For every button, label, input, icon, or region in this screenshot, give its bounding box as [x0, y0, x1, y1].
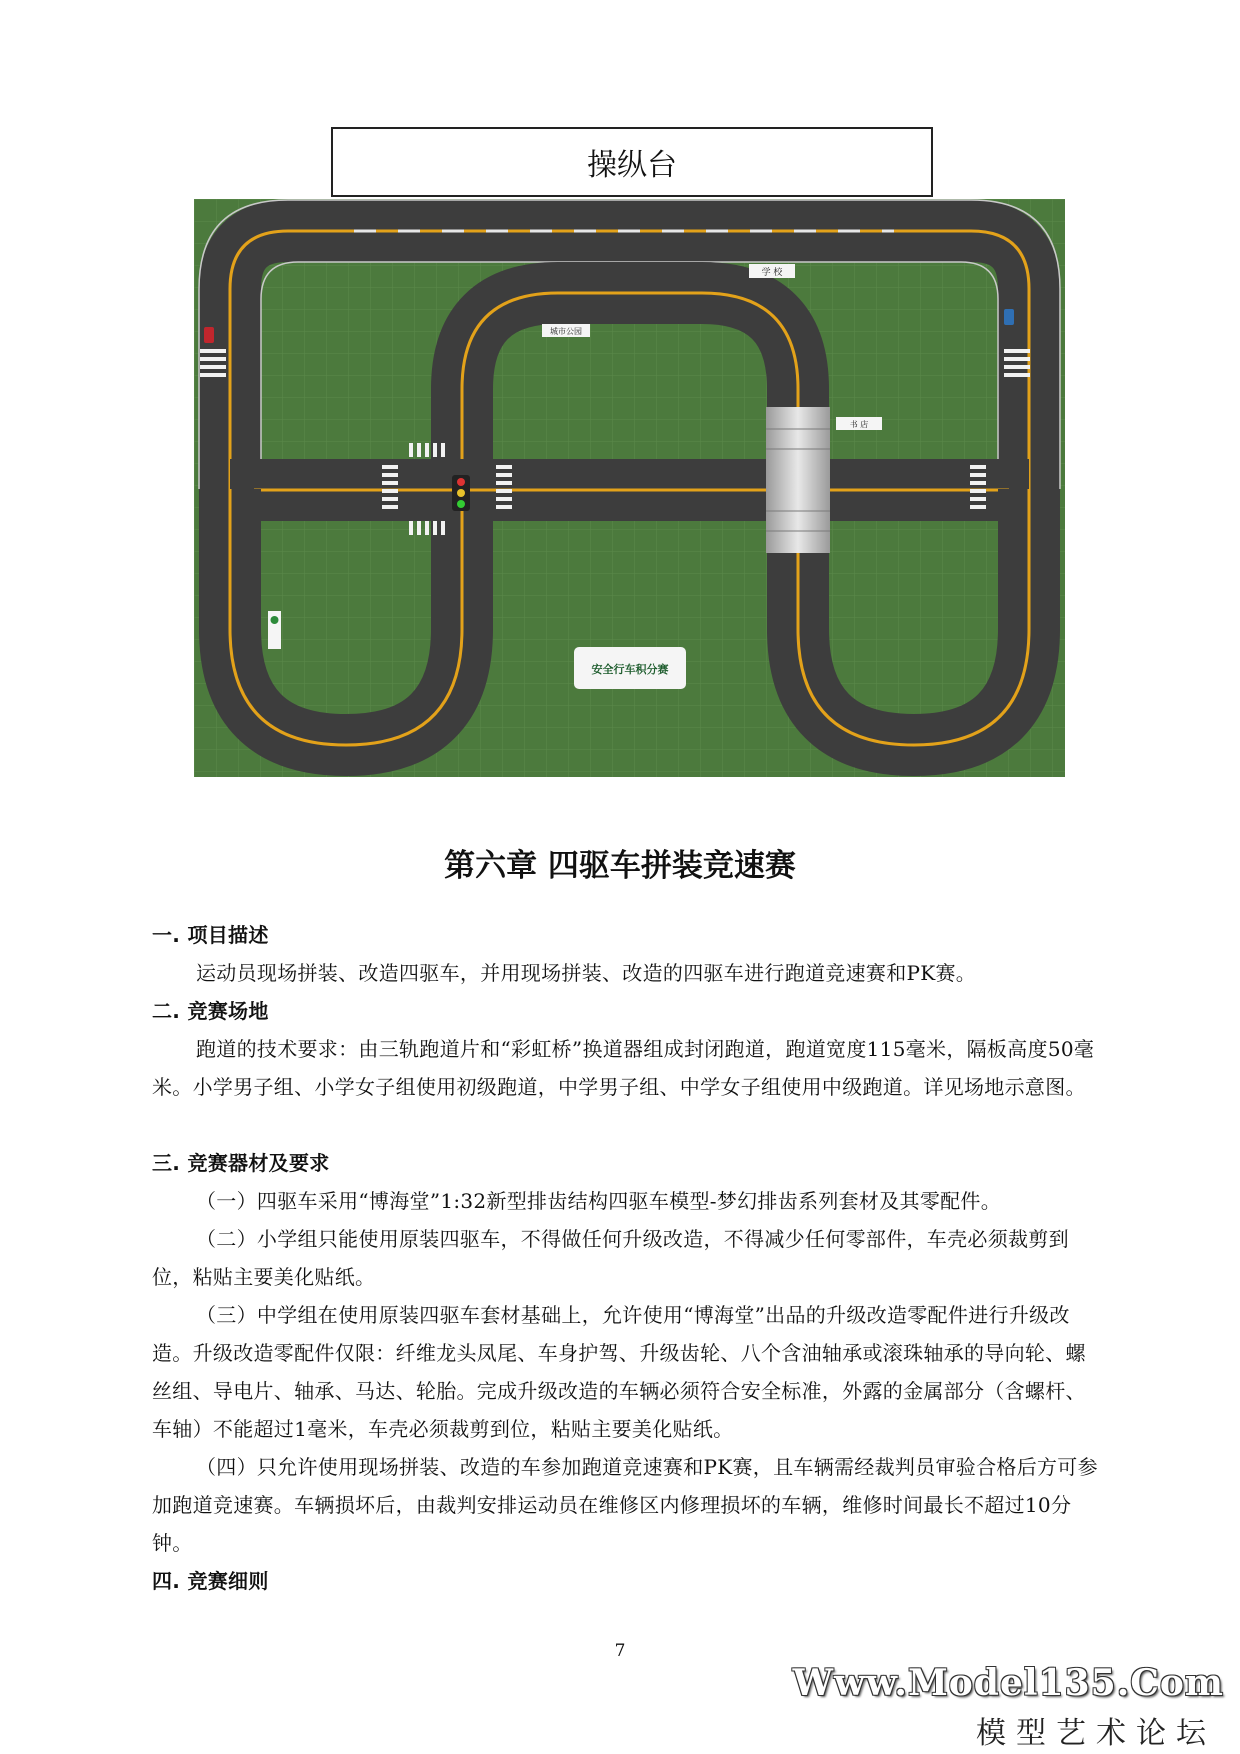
park-sign-text: 城市公园	[550, 327, 582, 336]
car-right-icon	[1004, 309, 1014, 325]
school-sign-text: 学 校	[761, 268, 783, 278]
watermark-name: 模型艺术论坛	[976, 1716, 1216, 1751]
console-label: 操纵台	[587, 148, 677, 183]
section-4-heading: 四. 竞赛细则	[152, 1569, 269, 1593]
section-3-heading: 三. 竞赛器材及要求	[152, 1151, 330, 1175]
track-diagram	[194, 199, 1065, 777]
chapter-title: 第六章 四驱车拼装竞速赛	[444, 848, 796, 884]
console-label-box	[331, 127, 933, 197]
section-1-heading: 一. 项目描述	[152, 923, 269, 947]
page-number: 7	[614, 1641, 626, 1661]
bookstore-sign	[836, 417, 882, 430]
section-2-heading: 二. 竞赛场地	[152, 999, 269, 1023]
section-1-paragraph-1: 运动员现场拼装、改造四驱车，并用现场拼装、改造的四驱车进行跑道竞速赛和PK赛。	[196, 961, 977, 985]
contest-banner-text: 安全行车积分赛	[591, 663, 669, 676]
section-3-paragraph-3: （三）中学组在使用原装四驱车套材基础上，允许使用“博海堂”出品的升级改造零配件进行升级改造。升级改造零配件仅限：纤维龙头凤尾、车身护驾、升级齿轮、八个含油轴承或滚珠轴承的导向轮、螺丝组、导电片、轴承、马达、轮胎。完成升级改造的车辆必须符合安全标准，外露的金属部分（含螺杆、车轴）不能超过1毫米，车壳必须裁剪到位，粘贴主要美化贴纸。	[152, 1303, 1086, 1441]
bank-sign	[268, 611, 281, 649]
section-3-paragraph-4: （四）只允许使用现场拼装、改造的车参加跑道竞速赛和PK赛，且车辆需经裁判员审验合格后方可参加跑道竞速赛。车辆损坏后，由裁判安排运动员在维修区内修理损坏的车辆，维修时间最长不超过10分钟。	[152, 1455, 1098, 1555]
section-2-paragraph-1: 跑道的技术要求：由三轨跑道片和“彩虹桥”换道器组成封闭跑道，跑道宽度115毫米，隔板高度50毫米。小学男子组、小学女子组使用初级跑道，中学男子组、中学女子组使用中级跑道。详见场地示意图。	[152, 1037, 1095, 1099]
traffic-light-icon	[452, 475, 470, 511]
section-3-paragraph-2: （二）小学组只能使用原装四驱车，不得做任何升级改造，不得减少任何零部件，车壳必须裁剪到位，粘贴主要美化贴纸。	[152, 1227, 1069, 1289]
bookstore-sign-text: 书 店	[849, 420, 869, 429]
section-3-paragraph-1: （一）四驱车采用“博海堂”1:32新型排齿结构四驱车模型-梦幻排齿系列套材及其零配件。	[196, 1189, 1002, 1213]
car-left-icon	[204, 327, 214, 343]
contest-banner	[574, 647, 686, 689]
park-sign	[542, 324, 590, 337]
school-sign	[749, 264, 795, 278]
watermark-url: Www.Model135.Com	[792, 1662, 1224, 1704]
